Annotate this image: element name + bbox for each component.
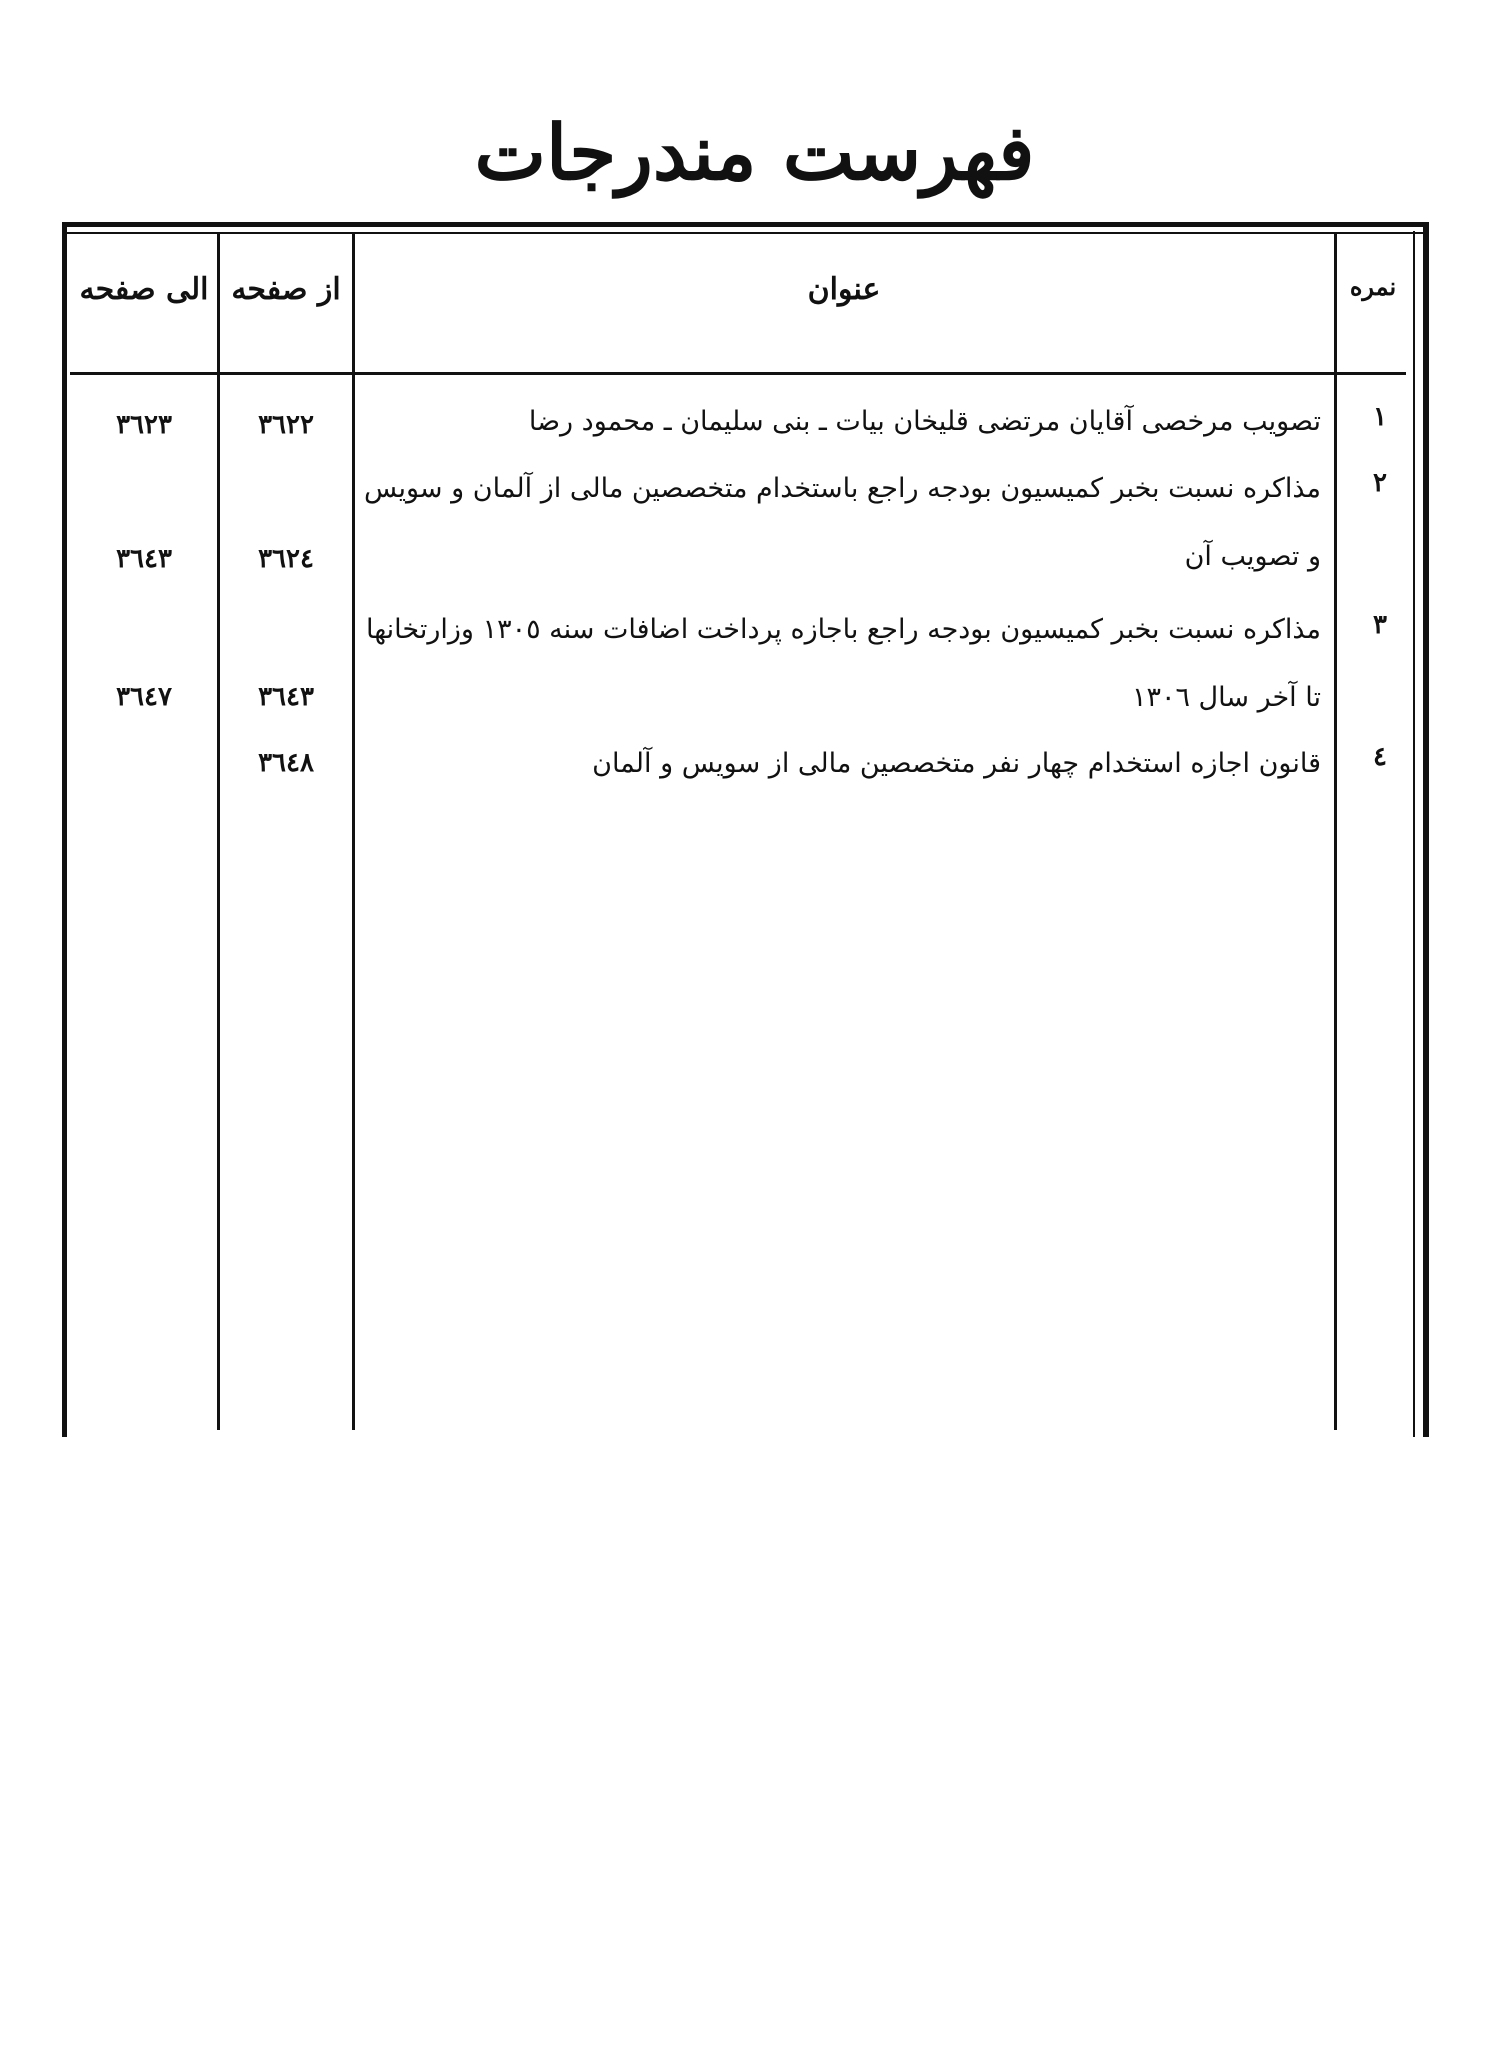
row-from-page: ٣٦٤٣ — [258, 682, 314, 712]
column-divider — [217, 234, 220, 1430]
page-title: فهرست مندرجات — [474, 108, 1035, 197]
column-divider — [352, 234, 355, 1430]
row-index: ٣ — [1373, 610, 1387, 640]
row-from-page: ٣٦٢٤ — [258, 544, 314, 574]
row-from-page: ٣٦٤٨ — [258, 748, 314, 778]
header-from-page: از صفحه — [231, 272, 341, 307]
header-to-page: الی صفحه — [79, 272, 209, 307]
row-title: قانون اجازه استخدام چهار نفر متخصصین مالی از سویس و آلمان — [592, 748, 1321, 779]
row-index: ١ — [1373, 402, 1387, 432]
row-to-page: ٣٦٤٧ — [116, 682, 172, 712]
header-divider — [70, 372, 1406, 375]
row-to-page: ٣٦٤٣ — [116, 544, 172, 574]
row-index: ٢ — [1373, 468, 1387, 498]
row-to-page: ٣٦٢٣ — [116, 410, 172, 440]
row-title: تصویب مرخصی آقایان مرتضی قلیخان بیات ـ بنی سلیمان ـ محمود رضا — [528, 406, 1321, 437]
row-from-page: ٣٦٢٢ — [258, 410, 314, 440]
column-divider — [1334, 234, 1337, 1430]
row-title: مذاکره نسبت بخبر کمیسیون بودجه راجع باجازه پرداخت اضافات سنه ١٣٠٥ وزارتخانها تا آخر سال ١٣٠٦ — [366, 614, 1321, 713]
header-number: نمره — [1349, 272, 1397, 301]
row-index: ٤ — [1373, 742, 1387, 772]
header-title: عنوان — [807, 272, 881, 307]
row-title: مذاکره نسبت بخبر کمیسیون بودجه راجع باستخدام متخصصین مالی از آلمان و سویس و تصویب آن — [364, 473, 1321, 572]
